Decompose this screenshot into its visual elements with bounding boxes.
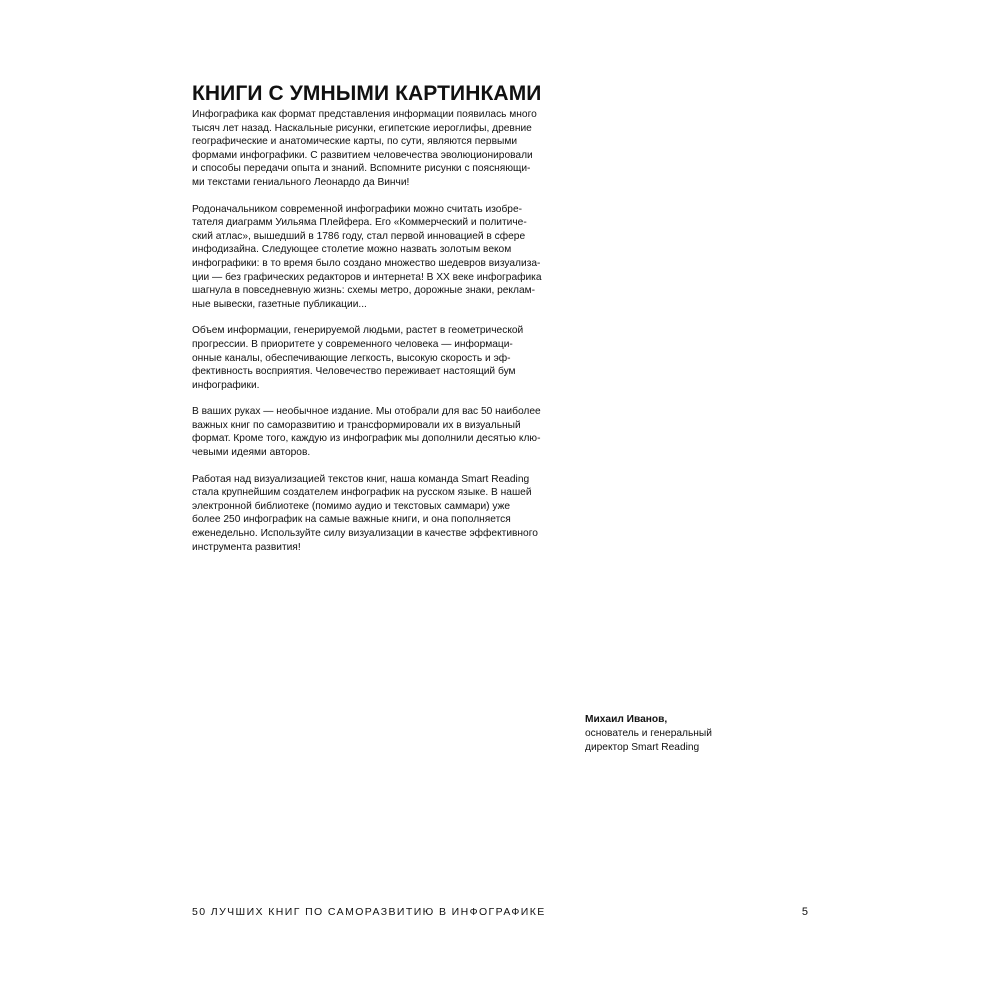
text-line: ции — без графических редакторов и интернета! В XX веке инфографика — [192, 271, 542, 283]
paragraph-2 — [192, 203, 542, 312]
text-line: географические и анатомические карты, по сути, являются первыми — [192, 136, 518, 148]
text-line: Работая над визуализацией текстов книг, наша команда Smart Reading — [192, 473, 530, 485]
text-line: стала крупнейшим создателем инфографик на русском языке. В нашей — [192, 487, 532, 499]
text-line: более 250 инфографик на самые важные книги, и она пополняется — [192, 514, 511, 526]
text-line: и способы передачи опыта и знаний. Вспомните рисунки с поясняющи- — [192, 163, 531, 175]
text-line: прогрессии. В приоритете у современного человека — информаци- — [192, 338, 513, 350]
text-line: ные вывески, газетные публикации... — [192, 298, 367, 310]
text-line: онные каналы, обеспечивающие легкость, высокую скорость и эф- — [192, 352, 511, 364]
text-line: электронной библиотеке (помимо аудио и текстовых саммари) уже — [192, 500, 511, 512]
text-line: инфографики. — [192, 379, 260, 391]
text-line: тысяч лет назад. Наскальные рисунки, египетские иероглифы, древние — [192, 122, 532, 134]
author-role-line: директор Smart Reading — [585, 742, 700, 753]
author-signature — [585, 713, 712, 755]
article-body — [192, 108, 542, 567]
text-line: инфодизайна. Следующее столетие можно назвать золотым веком — [192, 244, 512, 256]
page-number: 5 — [801, 906, 808, 918]
text-line: Инфографика как формат представления информации появилась много — [192, 109, 537, 120]
text-line: тателя диаграмм Уильяма Плейфера. Его «Коммерческий и политиче- — [192, 217, 527, 229]
paragraph-1 — [192, 108, 542, 190]
text-line: ми текстами гениального Леонардо да Винчи! — [192, 176, 410, 188]
text-line: еженедельно. Используйте силу визуализации в качестве эффективного — [192, 528, 538, 540]
text-line: формат. Кроме того, каждую из инфографик мы дополнили десятью клю- — [192, 433, 541, 445]
page-footer — [192, 906, 812, 920]
page-title: КНИГИ С УМНЫМИ КАРТИНКАМИ — [192, 82, 542, 105]
text-line: чевыми идеями авторов. — [192, 447, 311, 459]
text-line: фективность восприятия. Человечество переживает настоящий бум — [192, 366, 516, 378]
text-line: инфографики: в то время было создано множество шедевров визуализа- — [192, 257, 541, 269]
running-footer-title: 50 ЛУЧШИХ КНИГ ПО САМОРАЗВИТИЮ В ИНФОГРАФИКЕ — [192, 906, 546, 918]
author-name: Михаил Иванов, — [585, 714, 668, 725]
text-line: Объем информации, генерируемой людьми, растет в геометрической — [192, 325, 524, 337]
text-line: формами инфографики. С развитием человечества эволюционировали — [192, 149, 533, 161]
text-line: инструмента развития! — [192, 541, 301, 553]
paragraph-3 — [192, 324, 542, 392]
text-line: ский атлас», вышедший в 1786 году, стал первой инновацией в сфере — [192, 230, 526, 242]
author-role-line: основатель и генеральный — [585, 728, 712, 739]
text-line: важных книг по саморазвитию и трансформировали их в визуальный — [192, 419, 521, 431]
text-line: В ваших руках — необычное издание. Мы отобрали для вас 50 наиболее — [192, 406, 541, 418]
text-line: шагнула в повседневную жизнь: схемы метро, дорожные знаки, реклам- — [192, 285, 536, 297]
text-line: Родоначальником современной инфографики можно считать изобре- — [192, 203, 523, 215]
paragraph-4 — [192, 405, 542, 459]
paragraph-5 — [192, 473, 542, 555]
